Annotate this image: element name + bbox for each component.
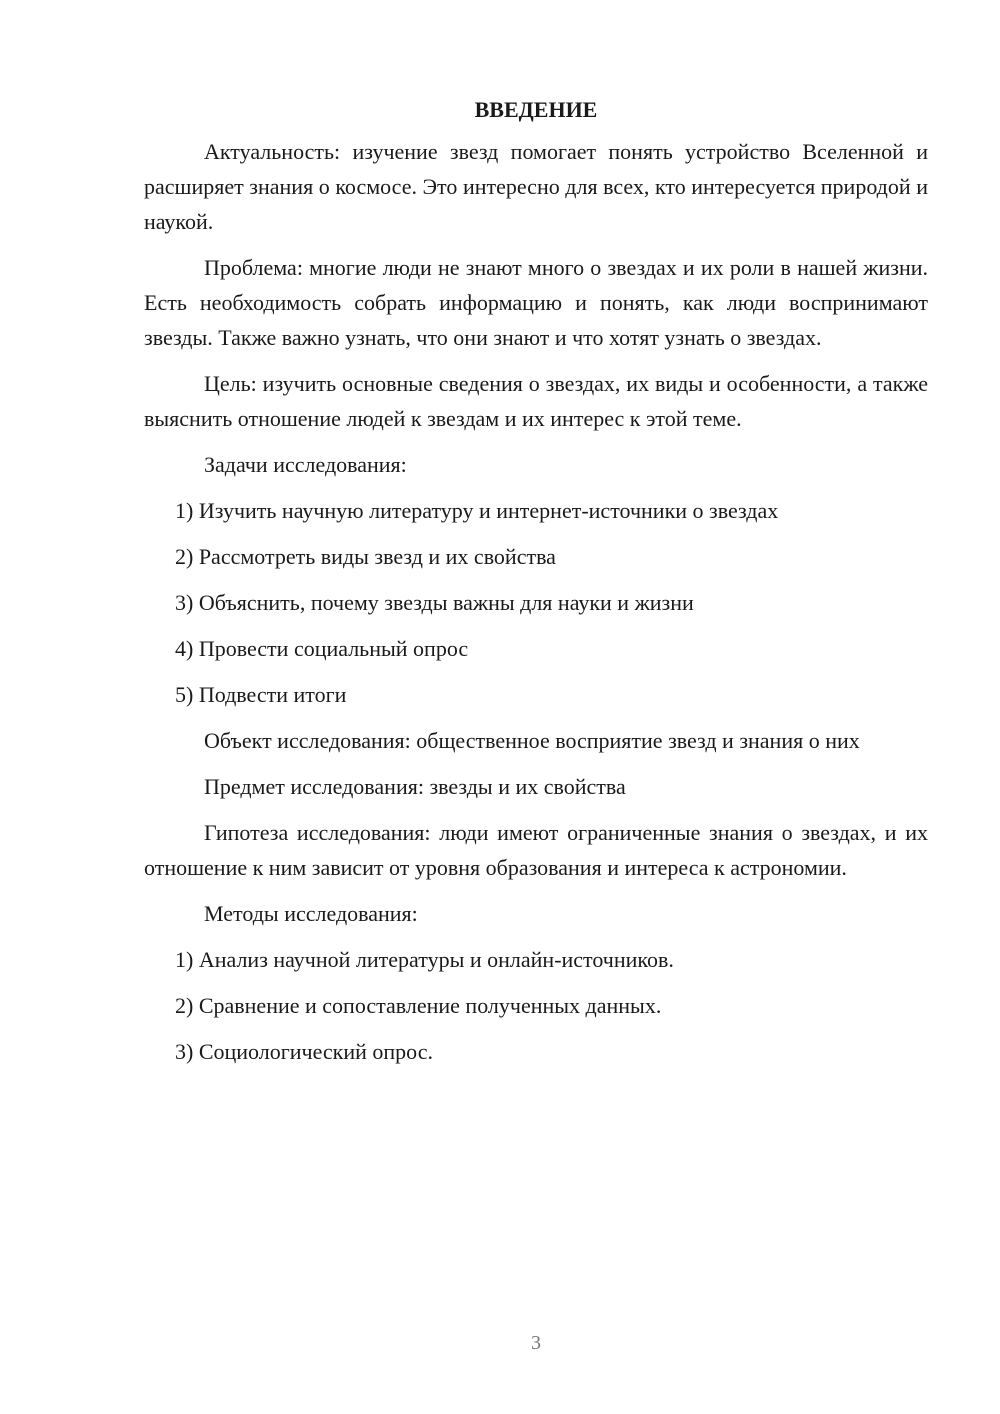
methods-heading: Методы исследования: <box>204 901 418 926</box>
list-item: 1) Изучить научную литературу и интернет-источники о звездах <box>175 498 779 523</box>
subject-paragraph: Предмет исследования: звезды и их свойства <box>204 774 626 799</box>
tasks-list <box>144 493 928 712</box>
list-item: 4) Провести социальный опрос <box>175 636 469 661</box>
list-item: 3) Социологический опрос. <box>175 1039 433 1064</box>
page-title: ВВЕДЕНИЕ <box>474 97 598 122</box>
document-page <box>144 92 928 1080</box>
methods-list <box>144 942 928 1069</box>
list-item: 2) Сравнение и сопоставление полученных данных. <box>175 993 662 1018</box>
relevance-paragraph: Актуальность: изучение звезд помогает понять устройство Вселенной и расширяет знания о космосе. Это интересно для всех, кто интересуется природой и наукой. <box>144 139 928 234</box>
object-paragraph: Объект исследования: общественное восприятие звезд и знания о них <box>204 728 860 753</box>
list-item: 5) Подвести итоги <box>175 682 347 707</box>
list-item: 2) Рассмотреть виды звезд и их свойства <box>175 544 556 569</box>
hypothesis-paragraph: Гипотеза исследования: люди имеют ограниченные знания о звездах, и их отношение к ним зависит от уровня образования и интереса к астрономии. <box>144 820 928 880</box>
list-item: 3) Объяснить, почему звезды важны для науки и жизни <box>175 590 694 615</box>
tasks-heading: Задачи исследования: <box>204 452 407 477</box>
goal-paragraph: Цель: изучить основные сведения о звездах, их виды и особенности, а также выяснить отношение людей к звездам и их интерес к этой теме. <box>144 371 928 431</box>
list-item: 1) Анализ научной литературы и онлайн-источников. <box>175 947 674 972</box>
problem-paragraph: Проблема: многие люди не знают много о звездах и их роли в нашей жизни. Есть необходимость собрать информацию и понять, как люди воспринимают звезды. Также важно узнать, что они знают и что хотят узнать о звездах. <box>144 255 928 350</box>
page-number: 3 <box>531 1332 541 1354</box>
